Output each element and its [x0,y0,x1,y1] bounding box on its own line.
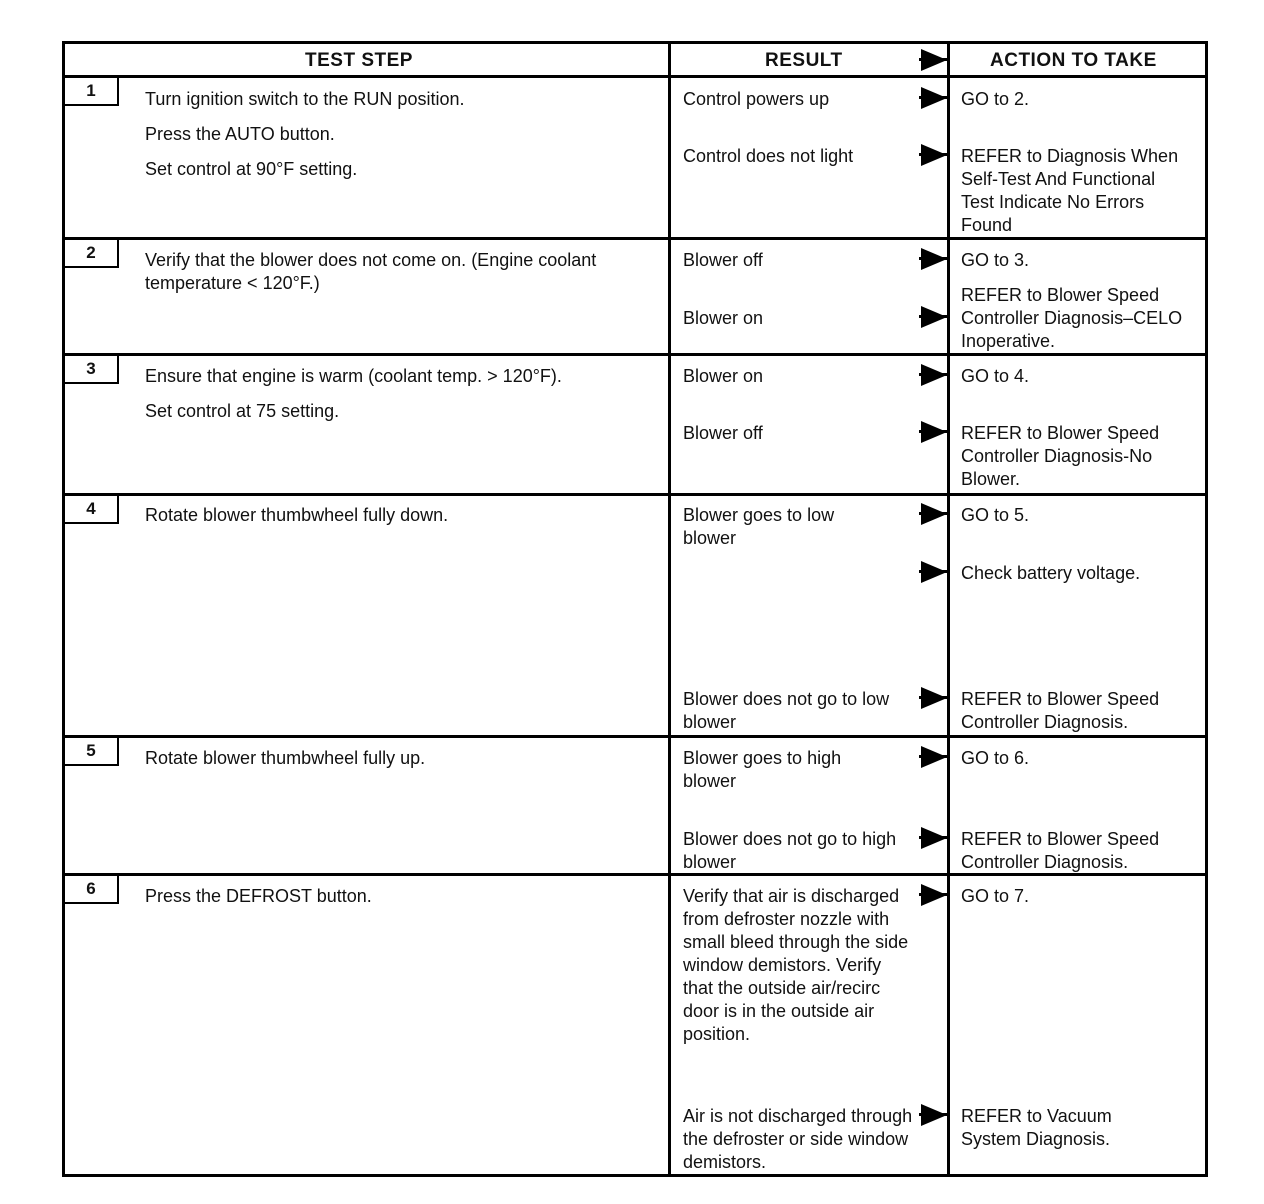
action-text: GO to 7. [961,886,1030,906]
step-number: 4 [65,496,119,524]
result-text: Blower off [683,423,763,443]
action-text: GO to 6. [961,748,1030,768]
step-text: Set control at 90°F setting. [145,159,358,179]
arrow-right-icon [919,247,949,271]
step-number: 3 [65,356,119,384]
step-text: Verify that the blower does not come on. (Engine coolant temperature < 120°F.) [145,250,597,293]
step-number: 5 [65,738,119,766]
action-text: GO to 5. [961,505,1030,525]
header-test-step: TEST STEP [305,50,413,71]
arrow-right-icon [919,686,949,710]
step-text: Rotate blower thumbwheel fully up. [145,748,426,768]
action-text: Check battery voltage. [961,563,1141,583]
action-text: GO to 2. [961,89,1030,109]
step-text: Press the DEFROST button. [145,886,372,906]
result-text: Blower does not go to low blower [683,689,890,732]
result-text: Control does not light [683,146,854,166]
result-text: Blower goes to high blower [683,748,842,791]
table-row [65,738,1205,876]
result-text: Blower on [683,308,764,328]
step-text: Ensure that engine is warm (coolant temp. > 120°F). [145,366,562,386]
arrow-right-icon [919,48,949,72]
arrow-right-icon [919,1103,949,1127]
arrow-right-icon [919,143,949,167]
action-text: REFER to Diagnosis When Self-Test And Functional Test Indicate No Errors Found [961,146,1179,235]
arrow-right-icon [919,363,949,387]
table-header [65,44,1205,78]
result-text: Blower on [683,366,764,386]
step-text: Press the AUTO button. [145,124,335,144]
arrow-right-icon [919,305,949,329]
table-row [65,876,1205,1180]
action-text: REFER to Blower Speed Controller Diagnosis-No Blower. [961,423,1160,489]
step-number: 2 [65,240,119,268]
header-result: RESULT [765,50,843,71]
step-text: Turn ignition switch to the RUN position. [145,89,465,109]
arrow-right-icon [919,826,949,850]
table-row [65,496,1205,738]
result-text: Blower goes to low blower [683,505,835,548]
result-text: Blower does not go to high blower [683,829,897,872]
action-text: GO to 3. [961,250,1030,270]
header-action: ACTION TO TAKE [990,50,1157,71]
result-text: Control powers up [683,89,830,109]
step-number: 1 [65,78,119,106]
arrow-right-icon [919,86,949,110]
step-text: Set control at 75 setting. [145,401,340,421]
arrow-right-icon [919,502,949,526]
action-text: REFER to Vacuum System Diagnosis. [961,1106,1112,1149]
arrow-right-icon [919,883,949,907]
arrow-right-icon [919,745,949,769]
action-text: GO to 4. [961,366,1030,386]
table-row [65,356,1205,496]
arrow-right-icon [919,560,949,584]
arrow-right-icon [919,420,949,444]
action-text: REFER to Blower Speed Controller Diagnosis. [961,689,1160,732]
step-number: 6 [65,876,119,904]
table-row [65,78,1205,240]
action-text: REFER to Blower Speed Controller Diagnosis. [961,829,1160,872]
result-text: Air is not discharged through the defroster or side window demistors. [683,1106,913,1172]
diagnostic-table [62,41,1208,1177]
step-text: Rotate blower thumbwheel fully down. [145,505,449,525]
result-text: Verify that air is discharged from defroster nozzle with small bleed through the side window demistors. Verify that the outside air/recirc door is in the outside air position. [683,886,909,1044]
table-row [65,240,1205,356]
action-text: REFER to Blower Speed Controller Diagnosis–CELO Inoperative. [961,285,1183,351]
result-text: Blower off [683,250,763,270]
